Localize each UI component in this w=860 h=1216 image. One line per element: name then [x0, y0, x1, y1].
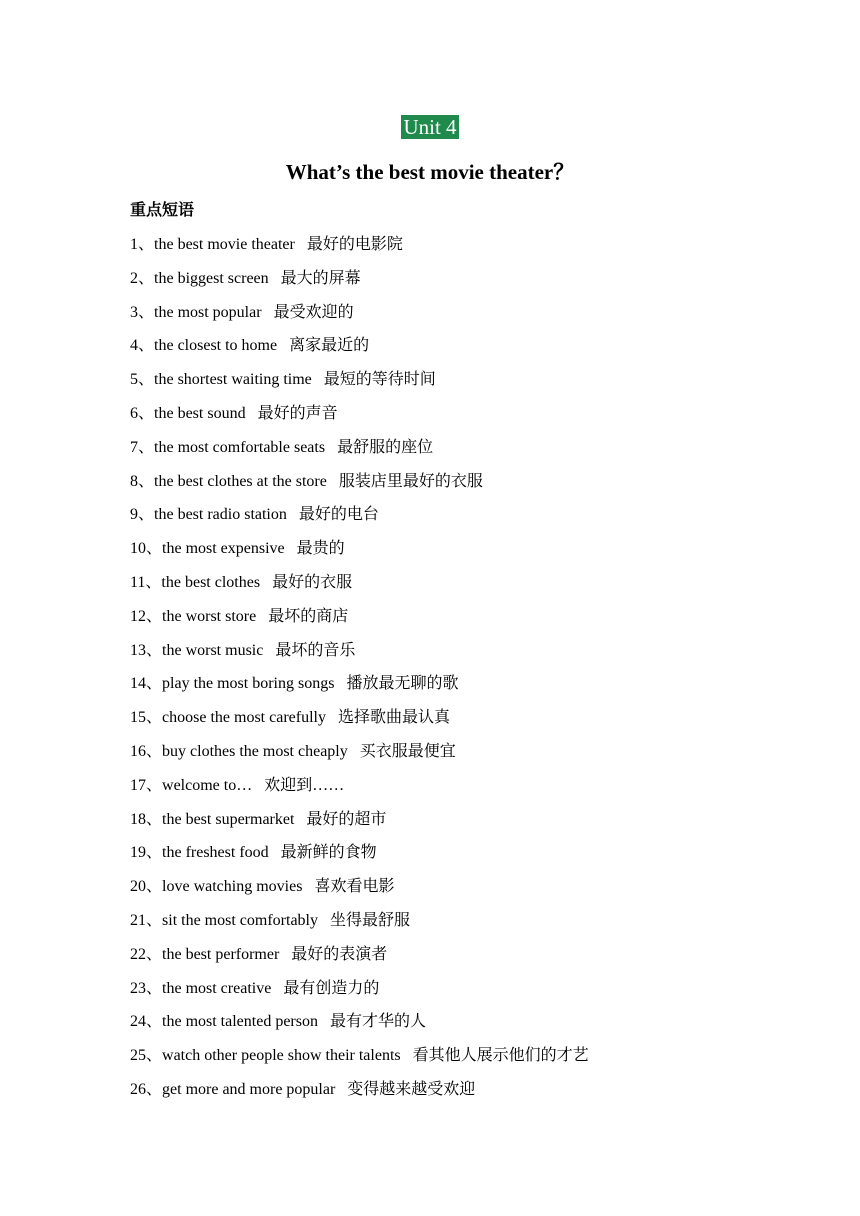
phrase-item: [130, 976, 770, 1010]
phrase-item: [130, 300, 770, 334]
phrase-english: the closest to home: [154, 337, 278, 355]
phrase-item: [130, 1077, 770, 1111]
phrase-english: the best clothes: [161, 573, 261, 591]
phrase-chinese: 最好的电影院: [306, 236, 403, 253]
phrase-item: [130, 333, 770, 367]
phrase-english: sit the most comfortably: [162, 911, 318, 929]
phrase-english: the most creative: [162, 979, 272, 997]
phrase-item: [130, 401, 770, 435]
phrase-english: buy clothes the most cheaply: [162, 742, 348, 760]
phrase-english: the most popular: [154, 303, 262, 321]
phrase-number: 23、: [130, 979, 163, 997]
phrase-item: [130, 942, 770, 976]
phrase-item: [130, 232, 770, 266]
phrase-number: 19、: [130, 844, 163, 862]
phrase-number: 18、: [130, 810, 163, 828]
phrase-item: [130, 773, 770, 807]
phrase-chinese: 最受欢迎的: [273, 303, 354, 321]
phrase-chinese: 最坏的音乐: [275, 641, 356, 659]
phrase-english: get more and more popular: [162, 1080, 336, 1098]
phrase-number: 17、: [130, 776, 163, 794]
phrase-chinese: 喜欢看电影: [314, 878, 395, 896]
phrase-english: the best performer: [162, 945, 280, 963]
phrase-chinese: 最好的衣服: [272, 573, 353, 591]
phrase-english: the most comfortable seats: [154, 438, 326, 456]
phrase-chinese: 选择歌曲最认真: [337, 709, 450, 727]
phrase-number: 20、: [130, 878, 163, 896]
phrase-item: [130, 705, 770, 739]
phrase-chinese: 看其他人展示他们的才艺: [412, 1047, 589, 1065]
phrase-chinese: 最好的电台: [298, 506, 379, 524]
phrase-item: [130, 638, 770, 672]
phrase-item: [130, 874, 770, 908]
phrase-english: the best clothes at the store: [154, 472, 327, 490]
phrase-item: [130, 469, 770, 503]
phrase-chinese: 变得越来越受欢迎: [347, 1080, 476, 1098]
section-heading: 重点短语: [130, 202, 195, 219]
phrase-number: 9、: [130, 506, 155, 524]
phrase-chinese: 离家最近的: [289, 337, 370, 355]
phrase-chinese: 服装店里最好的衣服: [338, 472, 483, 490]
phrase-number: 3、: [130, 303, 155, 321]
phrase-number: 8、: [130, 472, 155, 490]
phrase-number: 13、: [130, 641, 163, 659]
phrase-item: [130, 367, 770, 401]
phrase-chinese: 最坏的商店: [268, 607, 349, 625]
phrase-number: 22、: [130, 945, 163, 963]
unit-label: [0, 113, 860, 141]
phrase-chinese: 买衣服最便宜: [359, 742, 456, 760]
phrase-chinese: 最好的声音: [257, 404, 338, 422]
phrase-item: [130, 739, 770, 773]
phrase-english: the shortest waiting time: [154, 371, 312, 389]
phrase-english: play the most boring songs: [162, 675, 335, 693]
phrase-number: 10、: [130, 540, 163, 558]
phrase-number: 14、: [130, 675, 163, 693]
phrase-chinese: 最舒服的座位: [337, 438, 434, 456]
phrase-item: [130, 570, 770, 604]
phrase-chinese: 最好的超市: [306, 810, 387, 828]
phrase-english: the biggest screen: [154, 269, 269, 287]
phrase-item: [130, 671, 770, 705]
phrase-chinese: 播放最无聊的歌: [346, 675, 459, 693]
unit-label-text: Unit 4: [403, 115, 457, 139]
phrase-chinese: 最大的屏幕: [280, 269, 361, 287]
phrase-english: watch other people show their talents: [162, 1047, 401, 1065]
phrase-number: 4、: [130, 337, 155, 355]
phrase-english: the best movie theater: [154, 236, 295, 253]
phrase-english: the best radio station: [154, 506, 287, 524]
phrase-number: 21、: [130, 911, 163, 929]
phrase-item: [130, 1009, 770, 1043]
phrase-english: the worst music: [162, 641, 264, 659]
phrase-number: 2、: [130, 269, 155, 287]
phrase-english: love watching movies: [162, 878, 303, 896]
phrase-english: welcome to…: [162, 776, 253, 794]
phrase-number: 7、: [130, 438, 155, 456]
phrase-item: [130, 840, 770, 874]
phrase-number: 6、: [130, 404, 155, 422]
phrase-item: [130, 266, 770, 300]
phrase-item: [130, 604, 770, 638]
phrase-number: 11、: [130, 573, 162, 591]
phrase-number: 15、: [130, 709, 163, 727]
phrase-chinese: 最新鲜的食物: [280, 844, 377, 862]
phrase-item: [130, 435, 770, 469]
phrase-english: the freshest food: [162, 844, 269, 862]
phrase-item: [130, 1043, 770, 1077]
phrase-chinese: 最短的等待时间: [323, 371, 436, 389]
phrase-english: the most talented person: [162, 1013, 318, 1031]
phrase-number: 26、: [130, 1080, 163, 1098]
phrase-item: [130, 908, 770, 942]
phrase-item: [130, 807, 770, 841]
phrase-english: the worst store: [162, 607, 257, 625]
phrase-chinese: 坐得最舒服: [330, 911, 411, 929]
phrase-number: 24、: [130, 1013, 163, 1031]
page-title: What’s the best movie theater？: [285, 160, 575, 184]
phrase-number: 12、: [130, 607, 163, 625]
phrase-number: 25、: [130, 1047, 163, 1065]
phrase-chinese: 最有创造力的: [283, 979, 380, 997]
phrase-number: 16、: [130, 742, 163, 760]
phrase-number: 5、: [130, 371, 155, 389]
phrase-chinese: 最好的表演者: [291, 945, 388, 963]
phrase-english: the best supermarket: [162, 810, 295, 828]
phrase-chinese: 最有才华的人: [329, 1013, 426, 1031]
phrase-list: [130, 232, 770, 1111]
phrase-item: [130, 536, 770, 570]
phrase-chinese: 最贵的: [296, 540, 345, 558]
phrase-english: choose the most carefully: [162, 709, 326, 727]
phrase-english: the best sound: [154, 404, 246, 422]
phrase-chinese: 欢迎到……: [264, 776, 345, 794]
phrase-item: [130, 502, 770, 536]
phrase-number: 1、: [130, 236, 155, 253]
phrase-english: the most expensive: [162, 540, 285, 558]
